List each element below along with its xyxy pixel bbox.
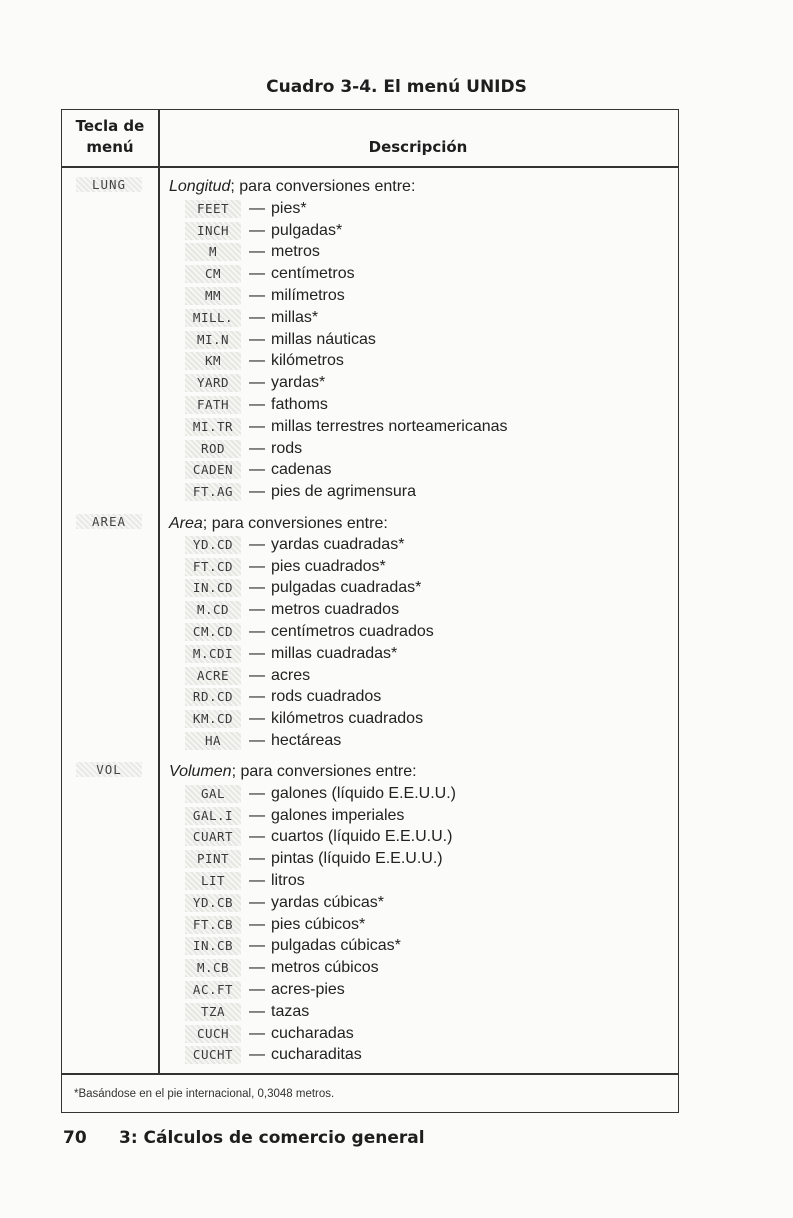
item-description: cucharadas xyxy=(271,1024,354,1042)
list-item xyxy=(185,263,508,285)
item-description: millas cuadradas* xyxy=(271,644,398,662)
softkey-label: IN.CD xyxy=(185,579,241,597)
list-item xyxy=(185,198,508,220)
item-description: metros xyxy=(271,243,320,261)
list-item xyxy=(185,351,508,373)
item-description: cucharaditas xyxy=(271,1046,362,1064)
item-description: centímetros xyxy=(271,265,355,283)
dash: — xyxy=(249,806,265,824)
softkey-label: INCH xyxy=(185,222,241,240)
item-description: centímetros cuadrados xyxy=(271,623,434,641)
section-title-rest: ; para conversiones entre: xyxy=(231,763,417,780)
item-description: rods cuadrados xyxy=(271,688,382,706)
item-description: galones (líquido E.E.U.U.) xyxy=(271,784,456,802)
list-item xyxy=(185,848,456,870)
list-item xyxy=(185,957,456,979)
softkey-label: ACRE xyxy=(185,667,241,685)
dash: — xyxy=(249,1002,265,1020)
vol-item-list xyxy=(185,783,456,1066)
dash: — xyxy=(249,461,265,479)
dash: — xyxy=(249,396,265,414)
list-item xyxy=(185,1001,456,1023)
section-title-area xyxy=(169,513,388,535)
list-item xyxy=(185,578,434,600)
dash: — xyxy=(249,666,265,684)
item-description: cuartos (líquido E.E.U.U.) xyxy=(271,828,453,846)
item-description: yardas cuadradas* xyxy=(271,535,405,553)
list-item xyxy=(185,460,508,482)
list-item xyxy=(185,556,434,578)
softkey-label: M.CDI xyxy=(185,645,241,663)
lung-item-list xyxy=(185,198,508,503)
softkey-label: FATH xyxy=(185,396,241,414)
softkey-label: MI.TR xyxy=(185,418,241,436)
item-description: metros cuadrados xyxy=(271,601,400,619)
softkey-label: KM.CD xyxy=(185,710,241,728)
list-item xyxy=(185,220,508,242)
dash: — xyxy=(249,221,265,239)
item-description: pintas (líquido E.E.U.U.) xyxy=(271,850,443,868)
section-title-rest: ; para conversiones entre: xyxy=(202,515,388,532)
section-title-italic: Longitud xyxy=(169,178,231,195)
softkey-label: MI.N xyxy=(185,331,241,349)
dash: — xyxy=(249,1046,265,1064)
item-description: yardas* xyxy=(271,374,326,392)
item-description: galones imperiales xyxy=(271,806,405,824)
dash: — xyxy=(249,850,265,868)
list-item xyxy=(185,1045,456,1067)
softkey-label: YD.CB xyxy=(185,894,241,912)
softkey-label: MM xyxy=(185,287,241,305)
softkey-label: FEET xyxy=(185,200,241,218)
softkey-label: FT.AG xyxy=(185,483,241,501)
page-footer xyxy=(63,1128,425,1148)
item-description: pulgadas cuadradas* xyxy=(271,579,422,597)
softkey-label: M xyxy=(185,243,241,261)
item-description: milímetros xyxy=(271,287,345,305)
softkey-label: YARD xyxy=(185,374,241,392)
dash: — xyxy=(249,417,265,435)
dash: — xyxy=(249,199,265,217)
item-description: rods xyxy=(271,439,303,457)
softkey-label: CUCH xyxy=(185,1025,241,1043)
item-description: pies cúbicos* xyxy=(271,915,366,933)
chapter-title: 3: Cálculos de comercio general xyxy=(119,1128,425,1148)
list-item xyxy=(185,438,508,460)
page-number: 70 xyxy=(63,1128,87,1148)
softkey-label: CUART xyxy=(185,828,241,846)
softkey-label: AC.FT xyxy=(185,981,241,999)
header-divider xyxy=(62,166,678,168)
softkey-label: CUCHT xyxy=(185,1046,241,1064)
softkey-label: CM.CD xyxy=(185,623,241,641)
dash: — xyxy=(249,959,265,977)
footnote-divider xyxy=(62,1073,678,1075)
item-description: pies cuadrados* xyxy=(271,557,386,575)
units-menu-table xyxy=(61,109,679,1113)
dash: — xyxy=(249,915,265,933)
header-key-line1: Tecla de xyxy=(75,117,145,135)
dash: — xyxy=(249,308,265,326)
softkey-label: HA xyxy=(185,732,241,750)
list-item xyxy=(185,805,456,827)
item-description: pies* xyxy=(271,199,307,217)
menu-key-vol: VOL xyxy=(76,762,142,777)
dash: — xyxy=(249,601,265,619)
list-item xyxy=(185,394,508,416)
dash: — xyxy=(249,330,265,348)
softkey-label: YD.CD xyxy=(185,536,241,554)
dash: — xyxy=(249,535,265,553)
softkey-label: M.CD xyxy=(185,601,241,619)
softkey-label: ROD xyxy=(185,440,241,458)
dash: — xyxy=(249,352,265,370)
item-description: millas terrestres norteamericanas xyxy=(271,417,508,435)
item-description: pulgadas cúbicas* xyxy=(271,937,401,955)
section-title-italic: Area xyxy=(169,515,203,532)
list-item xyxy=(185,481,508,503)
softkey-label: M.CB xyxy=(185,959,241,977)
item-description: hectáreas xyxy=(271,732,342,750)
menu-key-area: AREA xyxy=(76,514,142,529)
item-description: pies de agrimensura xyxy=(271,483,416,501)
softkey-label: MILL. xyxy=(185,309,241,327)
dash: — xyxy=(249,287,265,305)
list-item xyxy=(185,665,434,687)
list-item xyxy=(185,643,434,665)
softkey-label: FT.CB xyxy=(185,916,241,934)
list-item xyxy=(185,242,508,264)
dash: — xyxy=(249,732,265,750)
dash: — xyxy=(249,1024,265,1042)
dash: — xyxy=(249,937,265,955)
softkey-label: PINT xyxy=(185,850,241,868)
dash: — xyxy=(249,439,265,457)
list-item xyxy=(185,892,456,914)
list-item xyxy=(185,979,456,1001)
dash: — xyxy=(249,623,265,641)
list-item xyxy=(185,783,456,805)
dash: — xyxy=(249,243,265,261)
dash: — xyxy=(249,579,265,597)
softkey-label: GAL xyxy=(185,785,241,803)
dash: — xyxy=(249,872,265,890)
dash: — xyxy=(249,483,265,501)
table-caption: Cuadro 3-4. El menú UNIDS xyxy=(266,77,527,97)
softkey-label: FT.CD xyxy=(185,558,241,576)
list-item xyxy=(185,621,434,643)
item-description: acres xyxy=(271,666,311,684)
softkey-label: KM xyxy=(185,352,241,370)
list-item xyxy=(185,827,456,849)
dash: — xyxy=(249,893,265,911)
item-description: acres-pies xyxy=(271,981,345,999)
item-description: tazas xyxy=(271,1002,310,1020)
softkey-label: TZA xyxy=(185,1003,241,1021)
list-item xyxy=(185,372,508,394)
item-description: kilómetros cuadrados xyxy=(271,710,424,728)
item-description: litros xyxy=(271,872,305,890)
item-description: metros cúbicos xyxy=(271,959,379,977)
header-key-line2: menú xyxy=(86,138,134,156)
softkey-label: RD.CD xyxy=(185,688,241,706)
item-description: cadenas xyxy=(271,461,332,479)
dash: — xyxy=(249,688,265,706)
header-description: Descripción xyxy=(368,138,468,156)
section-title-rest: ; para conversiones entre: xyxy=(230,178,416,195)
section-title-italic: Volumen xyxy=(169,763,232,780)
dash: — xyxy=(249,265,265,283)
list-item xyxy=(185,416,508,438)
list-item xyxy=(185,914,456,936)
list-item xyxy=(185,687,434,709)
list-item xyxy=(185,534,434,556)
item-description: yardas cúbicas* xyxy=(271,893,384,911)
list-item xyxy=(185,599,434,621)
list-item xyxy=(185,329,508,351)
section-title-longitud xyxy=(169,176,415,198)
item-description: millas náuticas xyxy=(271,330,376,348)
dash: — xyxy=(249,828,265,846)
menu-key-lung: LUNG xyxy=(76,177,142,192)
item-description: millas* xyxy=(271,308,319,326)
area-item-list xyxy=(185,534,434,752)
softkey-label: CADEN xyxy=(185,461,241,479)
header-menu-key xyxy=(62,116,158,158)
list-item xyxy=(185,285,508,307)
dash: — xyxy=(249,710,265,728)
list-item xyxy=(185,730,434,752)
dash: — xyxy=(249,557,265,575)
softkey-label: GAL.I xyxy=(185,807,241,825)
item-description: pulgadas* xyxy=(271,221,343,239)
dash: — xyxy=(249,644,265,662)
list-item xyxy=(185,307,508,329)
item-description: fathoms xyxy=(271,396,328,414)
list-item xyxy=(185,870,456,892)
dash: — xyxy=(249,374,265,392)
section-title-volumen xyxy=(169,761,417,783)
softkey-label: LIT xyxy=(185,872,241,890)
item-description: kilómetros xyxy=(271,352,344,370)
dash: — xyxy=(249,981,265,999)
column-divider xyxy=(158,110,160,1074)
list-item xyxy=(185,1023,456,1045)
list-item xyxy=(185,708,434,730)
dash: — xyxy=(249,784,265,802)
footnote: *Basándose en el pie internacional, 0,3048 metros. xyxy=(74,1088,335,1100)
softkey-label: CM xyxy=(185,265,241,283)
softkey-label: IN.CB xyxy=(185,937,241,955)
list-item xyxy=(185,936,456,958)
